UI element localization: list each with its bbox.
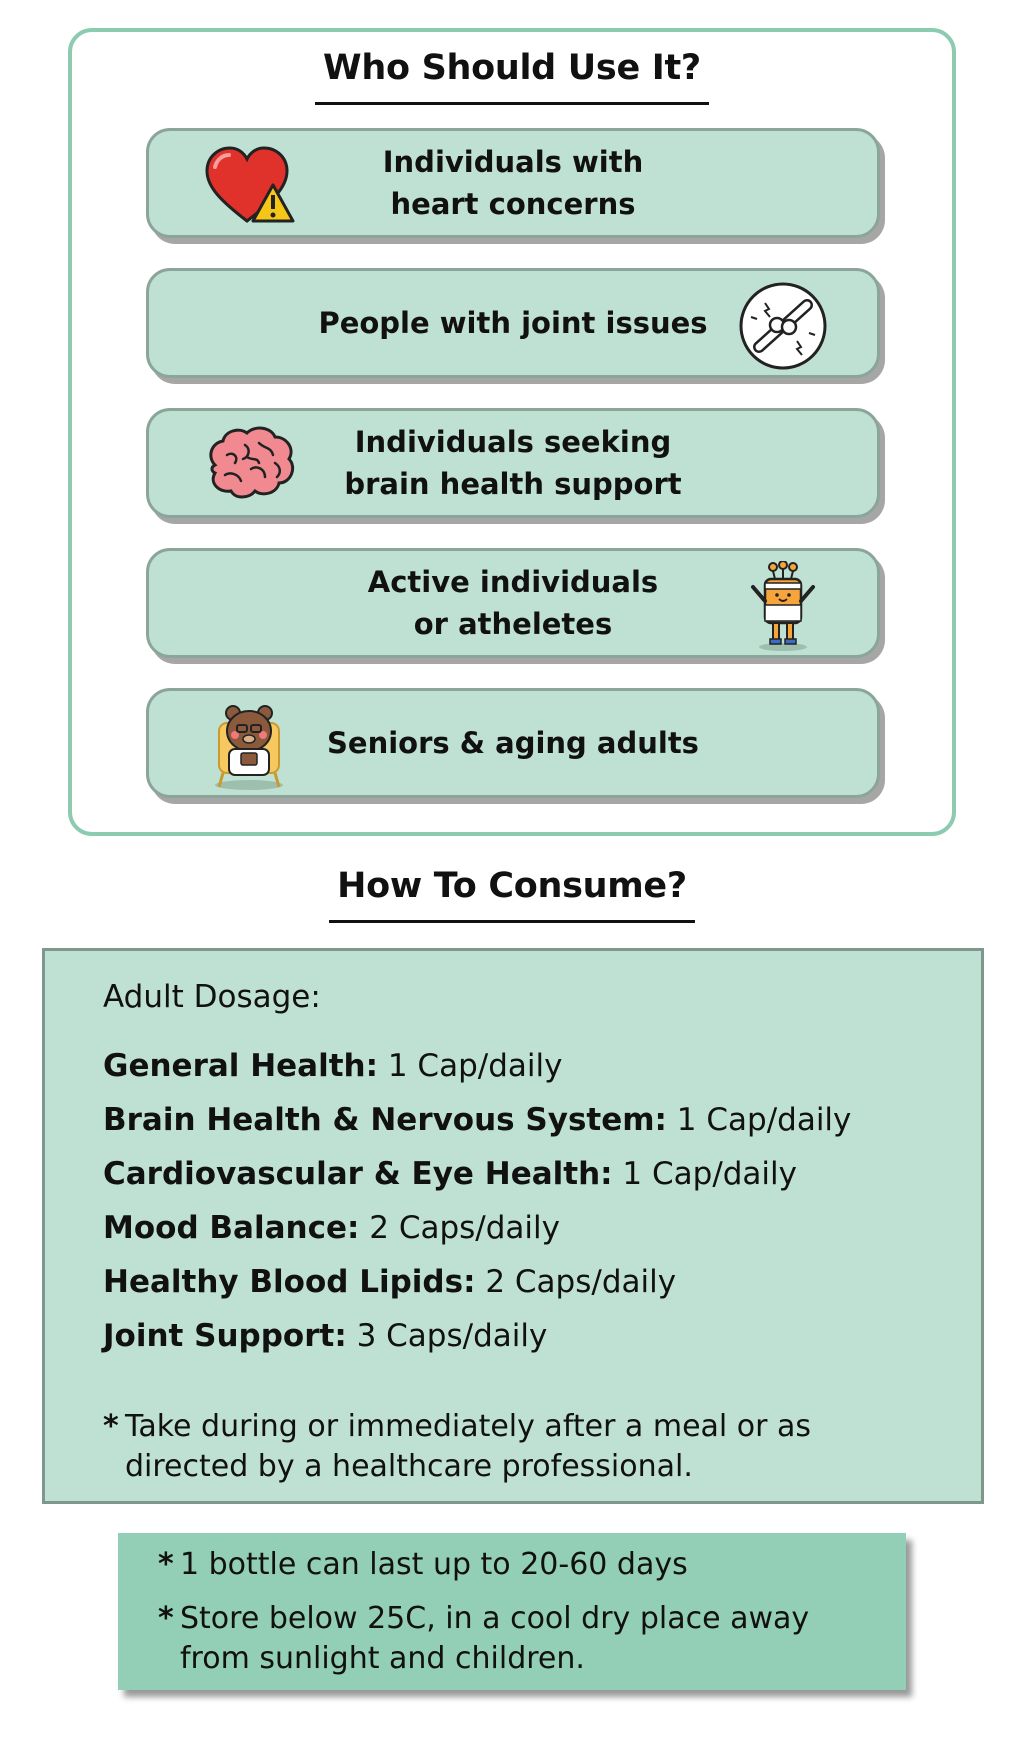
info-list [158,1545,888,1693]
dosage-label: General Health: [103,1048,378,1084]
dosage-title: Adult Dosage: [103,979,321,1015]
dosage-amount: 2 Caps/daily [359,1210,560,1246]
dosage-amount: 1 Cap/daily [378,1048,563,1084]
info-item-duration [158,1545,888,1585]
dosage-row [103,1309,963,1363]
group-card-joint [146,268,880,378]
group-card-seniors [146,688,880,798]
athlete-character-icon [735,561,831,651]
info-text: 1 bottle can last up to 20-60 days [180,1547,688,1582]
how-section-title: How To Consume? [0,866,1024,923]
dosage-label: Mood Balance: [103,1210,360,1246]
brain-icon [201,421,297,511]
dosage-label: Cardiovascular & Eye Health: [103,1156,613,1192]
dosage-amount: 1 Cap/daily [666,1102,852,1138]
dosage-amount: 1 Cap/daily [612,1156,798,1192]
heart-warning-icon [201,141,297,231]
group-card-athlete [146,548,880,658]
dosage-panel [42,948,984,1504]
dosage-amount: 3 Caps/daily [346,1318,548,1354]
who-section-title: Who Should Use It? [0,48,1024,105]
storage-info-panel [118,1533,906,1690]
dosage-label: Healthy Blood Lipids: [103,1264,476,1300]
info-item-storage [158,1599,888,1679]
dosage-row [103,1093,963,1147]
dosage-row [103,1201,963,1255]
group-card-heart [146,128,880,238]
note-text: Take during or immediately after a meal or as directed by a healthcare professional. [125,1409,812,1484]
dosage-label: Joint Support: [103,1318,347,1354]
dosage-note [103,1407,953,1487]
dosage-row [103,1147,963,1201]
dosage-label: Brain Health & Nervous System: [103,1102,667,1138]
group-label: Active individuals or atheletes [367,564,659,641]
dosage-row [103,1039,963,1093]
group-label: People with joint issues [318,305,708,340]
dosage-row [103,1255,963,1309]
dosage-amount: 2 Caps/daily [475,1264,677,1300]
note-marker: * [103,1409,119,1444]
group-label: Individuals seeking brain health support [344,424,682,501]
info-text: Store below 25C, in a cool dry place away from sunlight and children. [180,1601,810,1676]
broken-bone-icon [735,281,831,371]
group-label: Seniors & aging adults [327,725,699,760]
group-label: Individuals with heart concerns [382,144,644,221]
info-marker: * [158,1601,174,1636]
info-marker: * [158,1547,174,1582]
dosage-list [103,1039,963,1363]
group-card-brain [146,408,880,518]
senior-bear-icon [201,701,297,791]
